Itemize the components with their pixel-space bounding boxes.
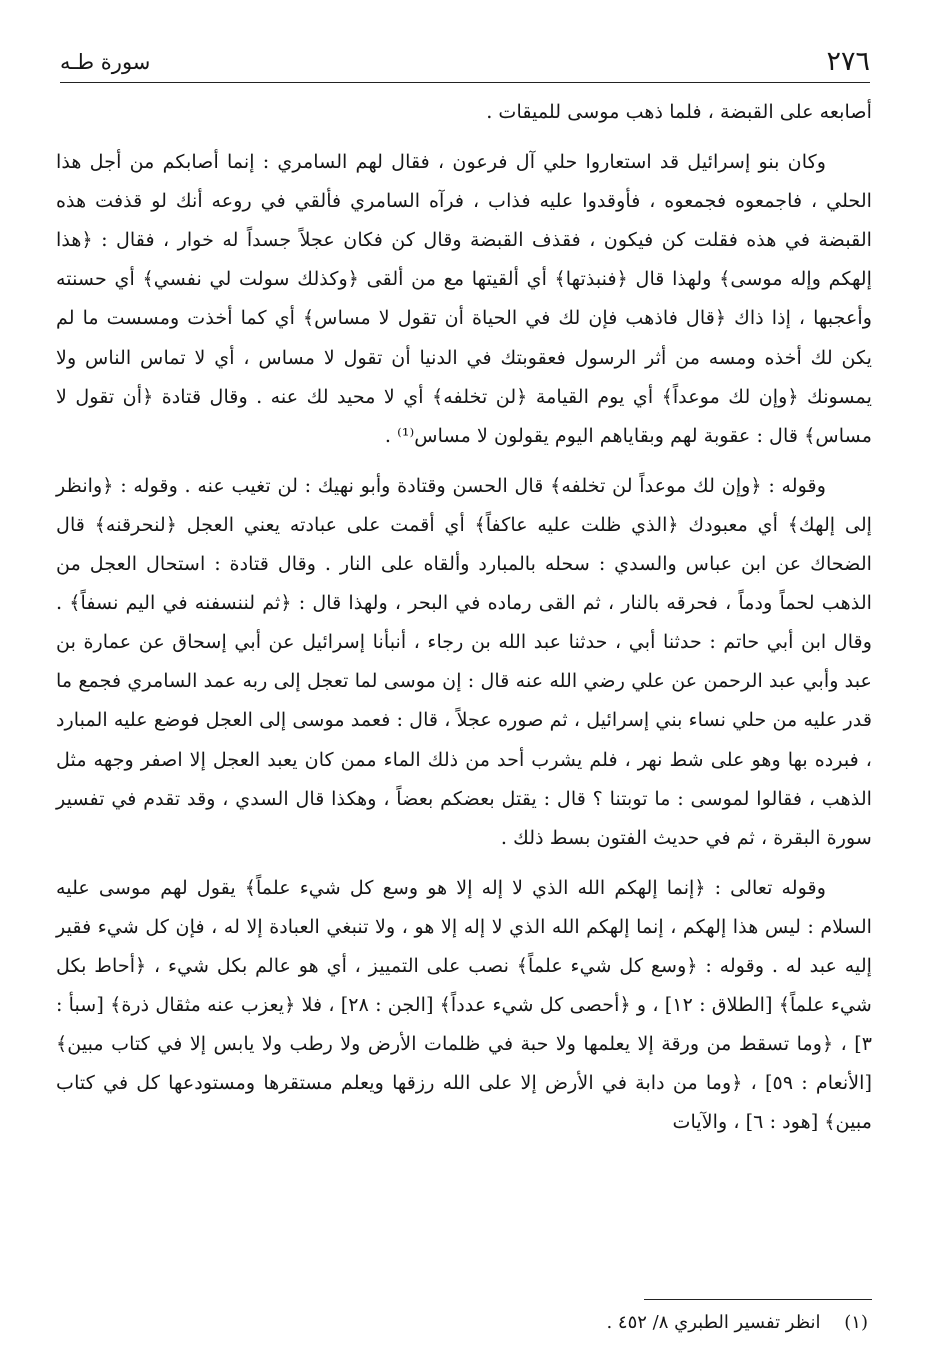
paragraph-4: وقوله تعالى : ﴿إنما إلهكم الله الذي لا إله إلا هو وسع كل شيء علماً﴾ يقول لهم موسى عليه السلام : ليس هذا إلهكم ، إنما إلهكم الله الذي لا إله إلا هو ، ولا تنبغي العبادة إلا له ، فإن كل شيء فقير إليه عبد له . وقوله : ﴿وسع كل شيء علماً﴾ نصب على التمييز ، أي هو عالم بكل شيء ، ﴿أحاط بكل شيء علماً﴾ [الطلاق : ١٢] ، و ﴿أحصى كل شيء عدداً﴾ [الجن : ٢٨] ، فلا ﴿يعزب عنه مثقال ذرة﴾ [سبأ : ٣] ، ﴿وما تسقط من ورقة إلا يعلمها ولا حبة في ظلمات الأرض ولا رطب ولا يابس إلا في كتاب مبين﴾ [الأنعام : ٥٩] ، ﴿وما من دابة في الأرض إلا على الله رزقها ويعلم مستقرها ومستودعها كل في كتاب مبين﴾ [هود : ٦] ، والآيات [56,875,872,1134]
paragraph-2: وكان بنو إسرائيل قد استعاروا حلي آل فرعون ، فقال لهم السامري : إنما أصابكم من أجل هذا الحلي ، فاجمعوه فجمعوه ، فأوقدوا عليه فذاب ، فرآه السامري فألقي في روعه أنك لو قذفت هذه القبضة في هذه فقلت كن فيكون ، فقذف القبضة وقال كن فكان عجلاً جسداً له خوار ، فقال : ﴿هذا إلهكم وإله موسى﴾ ولهذا قال ﴿فنبذتها﴾ أي ألقيتها مع من ألقى ﴿وكذلك سولت لي نفسي﴾ أي حسنته وأعجبها ، إذا ذاك ﴿قال فاذهب فإن لك في الحياة أن تقول لا مساس﴾ أي كما أخذت ومسست ما لم يكن لك أخذه ومسه من أثر الرسول فعقوبتك في الدنيا أن تقول لا مساس ، أي لا تماس الناس ولا يمسونك ﴿وإن لك موعداً﴾ أي يوم القيامة ﴿لن تخلفه﴾ أي لا محيد لك عنه . وقال قتادة ﴿أن تقول لا مساس﴾ قال : عقوبة لهم وبقاياهم اليوم يقولون لا مساس⁽¹⁾ . [56,150,872,447]
footnote-text: انظر تفسير الطبري ٨/ ٤٥٢ . [606,1312,821,1333]
footnote [60,1309,868,1337]
body-text [56,92,872,1141]
surah-name: سورة طـه [60,50,151,74]
paragraph-1: أصابعه على القبضة ، فلما ذهب موسى للميقات . [486,100,872,123]
footnote-number: (١) [844,1312,868,1333]
page-header [60,44,870,83]
paragraph-3: وقوله : ﴿وإن لك موعداً لن تخلفه﴾ قال الحسن وقتادة وأبو نهيك : لن تغيب عنه . وقوله : ﴿وانظر إلى إلهك﴾ أي معبودك ﴿الذي ظلت عليه عاكفاً﴾ أي أقمت على عبادته يعني العجل ﴿لنحرقنه﴾ قال الضحاك عن ابن عباس والسدي : سحله بالمبارد وألقاه على النار . وقال قتادة : استحال العجل من الذهب لحماً ودماً ، فحرقه بالنار ، ثم القى رماده في البحر ، ولهذا قال : ﴿ثم لننسفنه في اليم نسفاً﴾ . وقال ابن أبي حاتم : حدثنا أبي ، حدثنا عبد الله بن رجاء ، أنبأنا إسرائيل عن أبي إسحاق عن عمارة بن عبد وأبي عبد الرحمن عن علي رضي الله عنه قال : إن موسى لما تعجل إلى ربه عمد السامري فجمع ما قدر عليه من حلي نساء بني إسرائيل ، ثم صوره عجلاً ، قال : فعمد موسى إلى العجل فوضع عليه المبارد ، فبرده بها وهو على شط نهر ، فلم يشرب أحد من ذلك الماء ممن كان يعبد العجل إلا اصفر وجهه مثل الذهب ، فقالوا لموسى : ما توبتنا ؟ قال : يقتل بعضكم بعضاً ، وهكذا قال السدي ، وقد تقدم في تفسير سورة البقرة ، ثم في حديث الفتون بسط ذلك . [56,473,872,849]
page-number: ٢٧٦ [826,46,870,77]
footnote-divider [644,1299,872,1300]
